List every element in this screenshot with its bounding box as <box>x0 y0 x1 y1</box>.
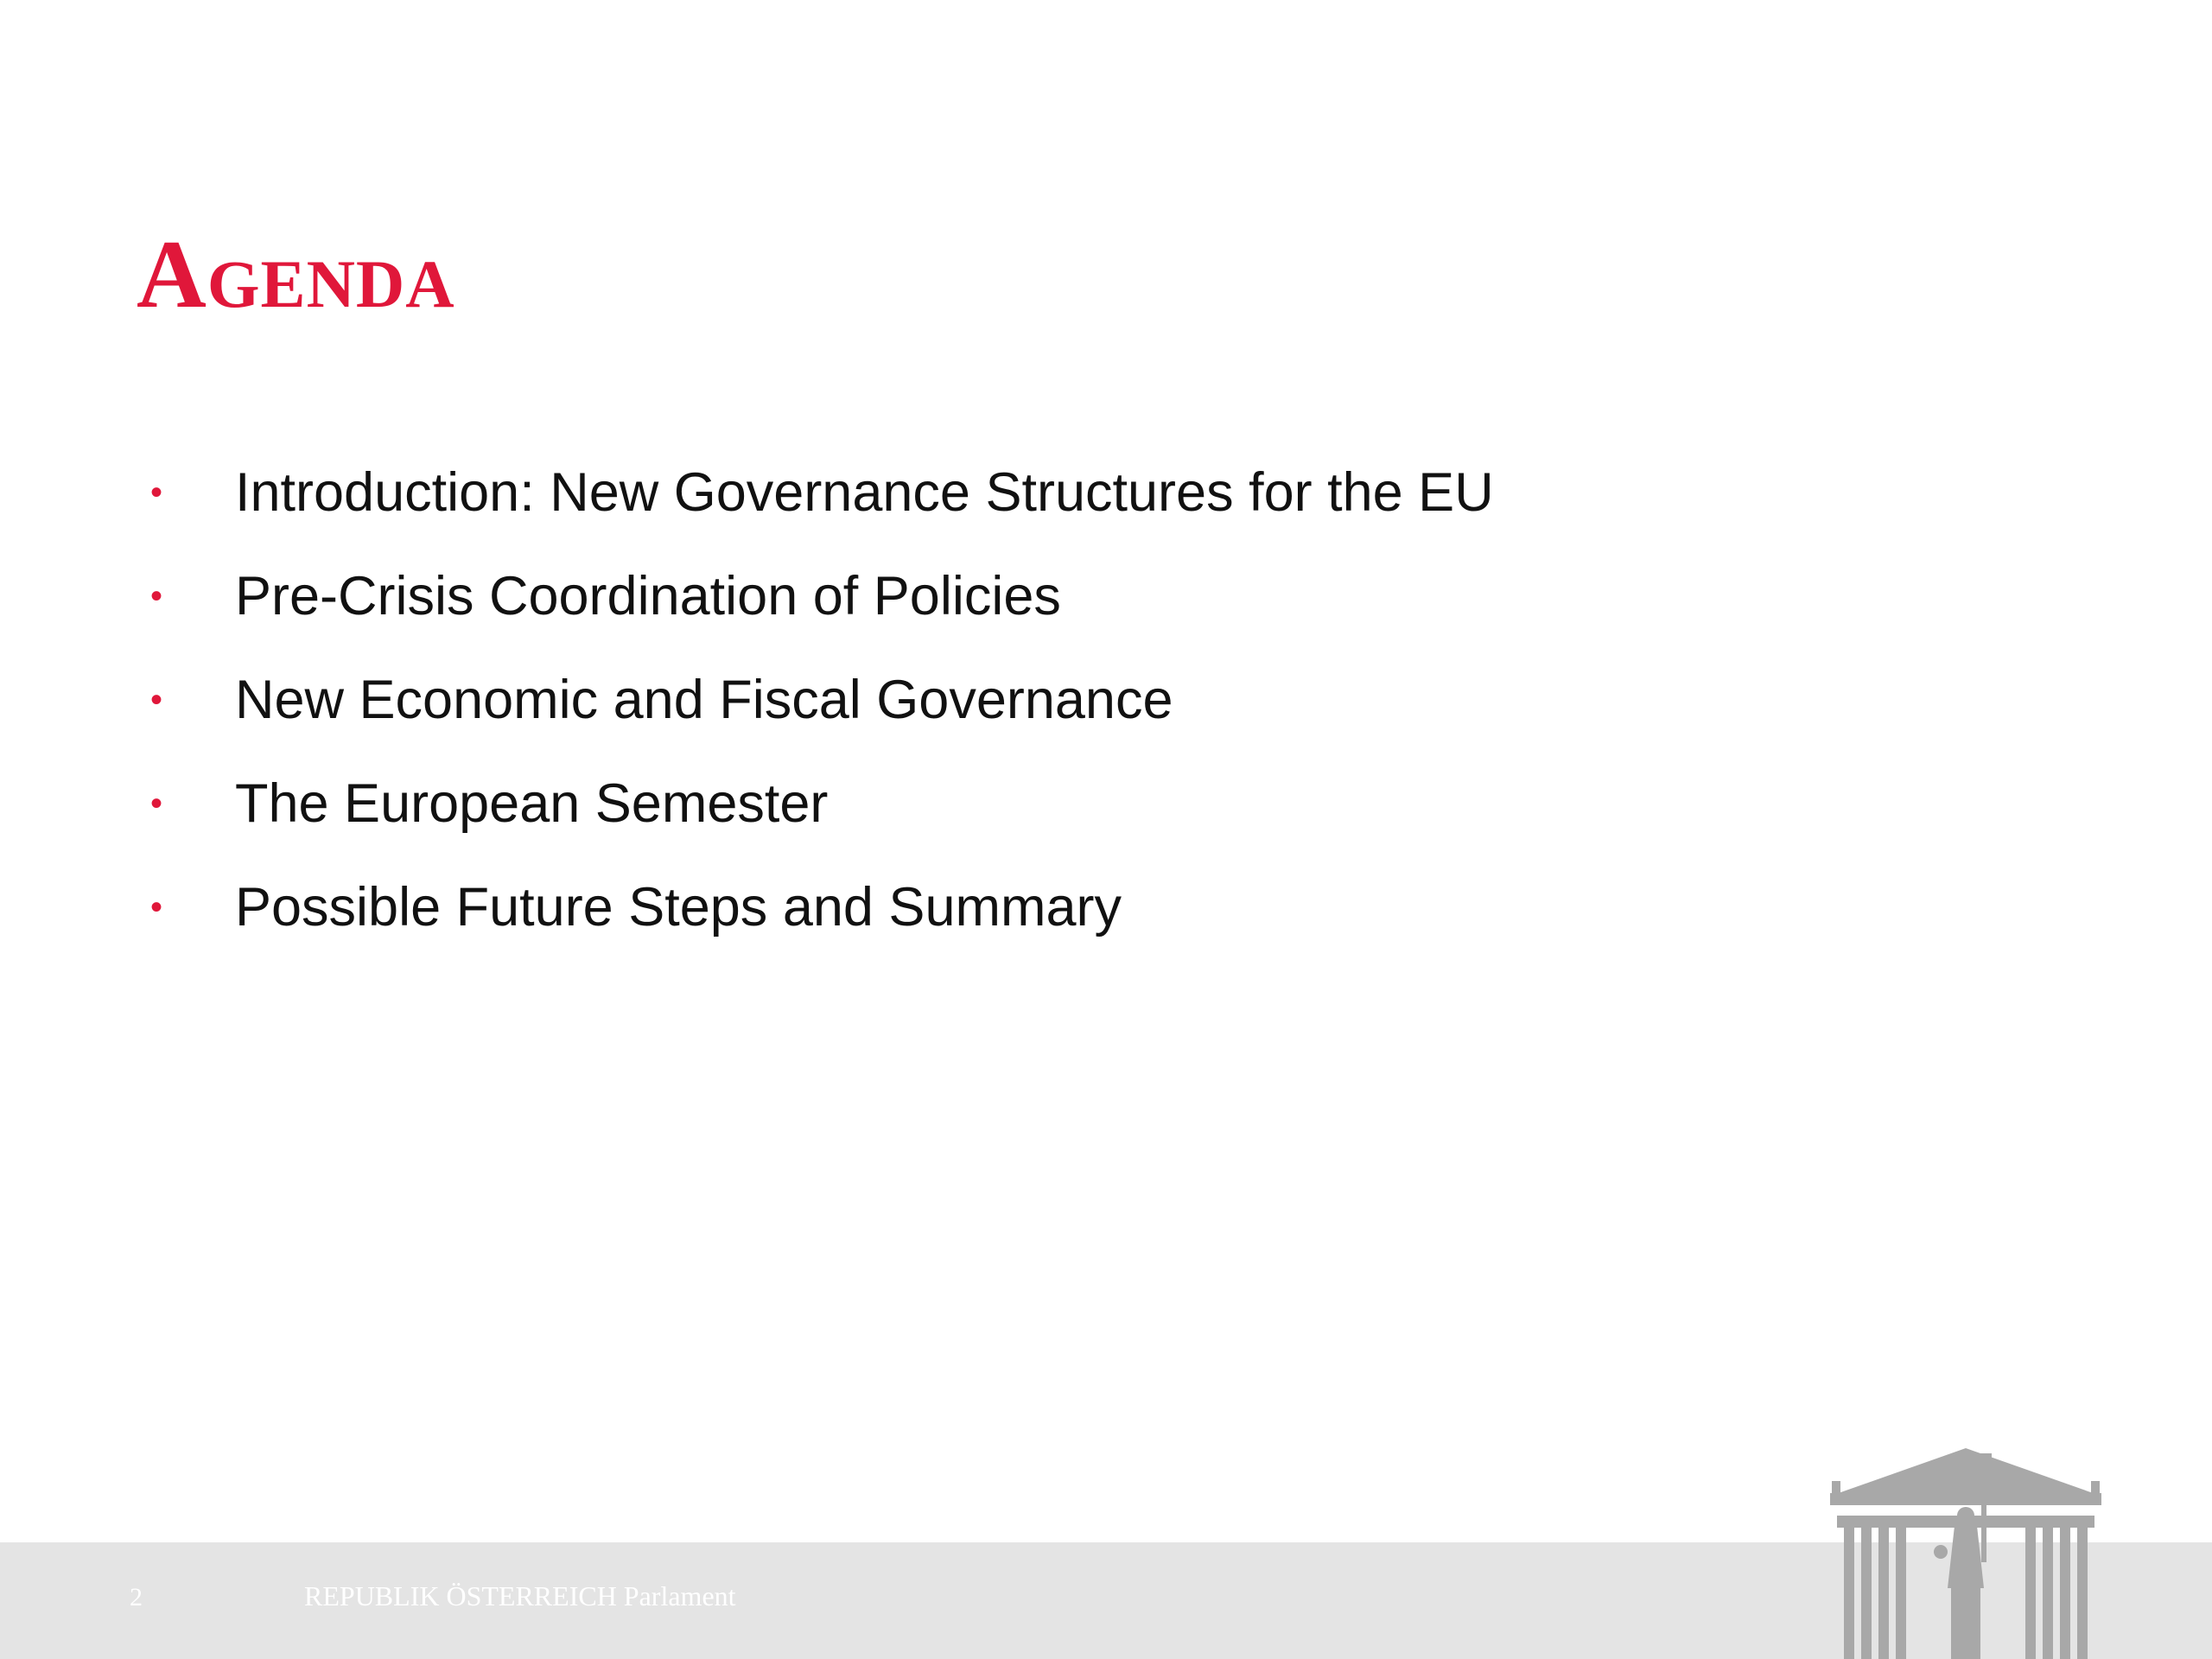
bullet-icon: • <box>150 680 163 719</box>
list-item <box>147 855 1494 959</box>
list-item <box>147 544 1494 648</box>
slide-title: Agenda <box>137 221 455 328</box>
agenda-item-text: Introduction: New Governance Structures for the EU <box>235 462 1494 523</box>
page-number: 2 <box>130 1583 143 1611</box>
agenda-list <box>147 441 1494 959</box>
agenda-item-text: The European Semester <box>235 773 829 834</box>
agenda-item-text: Pre-Crisis Coordination of Policies <box>235 566 1061 626</box>
list-item <box>147 648 1494 752</box>
list-item <box>147 441 1494 544</box>
parliament-building-icon <box>1825 1441 2107 1659</box>
list-item <box>147 752 1494 855</box>
footer-text: REPUBLIK ÖSTERREICH Parlament <box>304 1580 736 1611</box>
bullet-icon: • <box>150 473 163 512</box>
bullet-icon: • <box>150 576 163 615</box>
bullet-icon: • <box>150 887 163 926</box>
agenda-item-text: Possible Future Steps and Summary <box>235 877 1122 938</box>
bullet-icon: • <box>150 784 163 823</box>
agenda-item-text: New Economic and Fiscal Governance <box>235 670 1173 730</box>
